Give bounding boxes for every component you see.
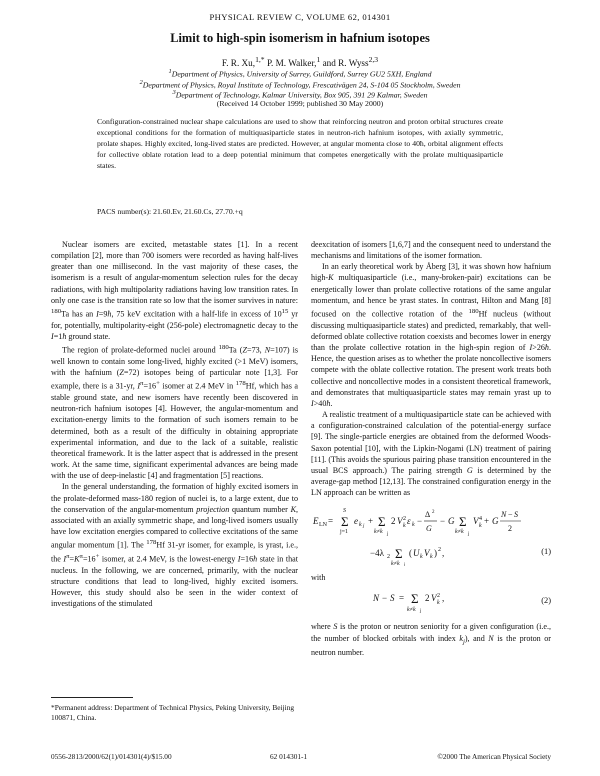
svg-text:j: j bbox=[404, 563, 406, 567]
footnote: *Permanent address: Department of Technical Physics, Peking University, Beijing 100871, China. bbox=[51, 703, 295, 722]
svg-text:k≠k: k≠k bbox=[455, 529, 464, 536]
svg-text:=: = bbox=[399, 593, 405, 604]
svg-text:=: = bbox=[328, 516, 334, 527]
svg-text:−: − bbox=[440, 516, 446, 527]
svg-text:+: + bbox=[368, 516, 374, 527]
svg-text:G: G bbox=[426, 524, 432, 534]
svg-text:2: 2 bbox=[425, 593, 430, 604]
svg-text:k: k bbox=[437, 600, 440, 607]
svg-text:2: 2 bbox=[391, 516, 396, 527]
svg-text:LN: LN bbox=[319, 522, 327, 529]
footer-page-number: 62 014301-1 bbox=[270, 752, 308, 761]
svg-text:k: k bbox=[430, 554, 433, 561]
equation-2-graphic bbox=[311, 587, 511, 617]
equation-2 bbox=[311, 587, 551, 617]
svg-text:j=1: j=1 bbox=[340, 529, 349, 536]
svg-text:2: 2 bbox=[403, 516, 406, 523]
svg-text:2: 2 bbox=[432, 510, 435, 516]
svg-text:k: k bbox=[412, 522, 415, 529]
pacs-numbers: PACS number(s): 21.60.Ev, 21.60.Cs, 27.70.+q bbox=[97, 207, 243, 216]
svg-text:k: k bbox=[403, 523, 406, 530]
paper-title: Limit to high-spin isomerism in hafnium isotopes bbox=[170, 31, 430, 45]
svg-text:Σ: Σ bbox=[378, 514, 386, 530]
svg-text:S: S bbox=[514, 510, 518, 520]
svg-text:−4λ: −4λ bbox=[370, 548, 384, 559]
equation-1 bbox=[311, 504, 551, 566]
equation-1-number: (1) bbox=[541, 547, 551, 557]
svg-text:k≠k: k≠k bbox=[374, 529, 383, 536]
svg-text:j: j bbox=[363, 524, 365, 530]
svg-text:U: U bbox=[413, 548, 420, 559]
author-list: F. R. Xu,$^{1,*}$ P. M. Walker,$^1$ and R. Wyss$^{2,3}$ bbox=[221, 55, 379, 69]
svg-text:Σ: Σ bbox=[341, 514, 349, 530]
svg-text:Σ: Σ bbox=[411, 591, 419, 607]
svg-text:2: 2 bbox=[508, 524, 512, 534]
affiliation-2: $^2$Department of Physics, Royal Institute of Technology, Frescativägen 24, S-104 05 Stockholm, Sweden bbox=[139, 79, 461, 90]
svg-text:+: + bbox=[484, 516, 490, 527]
abstract: Configuration-constrained nuclear shape calculations are used to show that reinforcing neutron and proton orbital structures create exceptional conditions for the formation of multiquasiparticle states in neutron-rich hafnium isotopes, with axially symmetric, prolate shapes. Highly excited, long-lived states are predicted. However, at angular momenta close to 40ħ, orbital alignment effects for collective oblate rotation lead to a deep potential minimum that competes energetically with the prolate multiquasiparticle states. bbox=[97, 117, 503, 170]
svg-text:k≠k: k≠k bbox=[391, 561, 400, 567]
svg-text:,: , bbox=[442, 548, 445, 559]
svg-text:G: G bbox=[448, 516, 455, 527]
svg-text:G: G bbox=[492, 516, 499, 527]
paragraph: where S is the proton or neutron seniority for a given configuration (i.e., the number of blocked orbitals with index $k_j$), and N is the proton or neutron number. bbox=[311, 622, 552, 658]
svg-text:2: 2 bbox=[438, 547, 441, 554]
svg-text:E: E bbox=[313, 516, 319, 527]
svg-text:−: − bbox=[417, 516, 423, 527]
svg-text:N: N bbox=[501, 510, 507, 520]
svg-text:j: j bbox=[468, 532, 470, 538]
svg-text:V: V bbox=[431, 593, 437, 604]
footnote-divider bbox=[51, 697, 133, 698]
svg-text:2: 2 bbox=[387, 554, 390, 561]
svg-text:S: S bbox=[343, 508, 346, 515]
svg-text:k: k bbox=[479, 523, 482, 530]
equation-1-graphic bbox=[311, 504, 551, 566]
svg-text:e: e bbox=[354, 516, 358, 527]
svg-text:−: − bbox=[508, 510, 513, 520]
svg-text:4: 4 bbox=[479, 516, 482, 523]
svg-text:Δ: Δ bbox=[425, 510, 431, 520]
right-column bbox=[311, 239, 551, 659]
footer-issn: 0556-2813/2000/62(1)/014301(4)/$15.00 bbox=[51, 752, 172, 761]
svg-text:2: 2 bbox=[437, 593, 440, 600]
with-text: with bbox=[311, 573, 326, 583]
paragraph: Nuclear isomers are excited, metastable states [1]. In a recent compilation [2], more than 700 isomers were recorded as having half-lives greater than one millisecond. In the vast majority of these cases, the isomerism is a result of angular-momentum selection rules for the decay radiations, with high multipolarity radiations having low transition rates. In only one case is the transition rate so low that the isomer survives in nature: $^{180}$Ta has an I=9ħ, 75 keV excitation with a half-life in excess of $10^{15}$ yr for, potentially, multipolarity-eight (256-pole) electromagnetic decay to the I=1ħ ground state. bbox=[51, 240, 298, 341]
svg-text:S: S bbox=[390, 593, 395, 604]
equation-2-number: (2) bbox=[541, 596, 551, 606]
paragraph: In the general understanding, the formation of highly excited isomers in the prolate-deformed mass-180 region of nuclei is, to a large extent, due to the conservation of the angular-momentum projection quantum number K, associated with an axially symmetric shape, and long-lived isomers usually have low excitation energies compared to collective excitations of the same angular momentum [1]. The $^{178}$Hf 31-yr isomer, for example, is yrast, i.e., the $I^\pi=K^\pi=16^+$ isomer, at 2.4 MeV, is the lowest-energy I=16ħ state in that nucleus. In the following, we are concerned, primarily, with the nuclear structure conditions that lead to long-lived, highly excited isomers. However, this study should also be seen in the wider context of investigations of the stimulated bbox=[51, 482, 298, 609]
journal-header: PHYSICAL REVIEW C, VOLUME 62, 014301 bbox=[209, 12, 391, 22]
svg-text:j: j bbox=[420, 609, 422, 615]
received-date: (Received 14 October 1999; published 30 May 2000) bbox=[216, 99, 384, 108]
svg-text:Σ: Σ bbox=[459, 514, 467, 530]
svg-text:,: , bbox=[442, 593, 445, 604]
paragraph: deexcitation of isomers [1,6,7] and the consequent need to understand the mechanisms and limitations of the isomer formation. bbox=[311, 240, 551, 261]
svg-text:−: − bbox=[382, 593, 388, 604]
svg-text:(: ( bbox=[409, 548, 412, 559]
svg-text:Σ: Σ bbox=[395, 546, 403, 562]
svg-text:k: k bbox=[359, 522, 362, 529]
footer-copyright: ©2000 The American Physical Society bbox=[437, 752, 551, 761]
svg-text:j: j bbox=[387, 532, 389, 538]
svg-text:ε: ε bbox=[407, 516, 411, 527]
svg-text:V: V bbox=[397, 516, 403, 527]
svg-text:N: N bbox=[373, 593, 380, 604]
svg-text:V: V bbox=[473, 516, 479, 527]
paragraph: In an early theoretical work by Åberg [3], it was shown how hafnium high-K multiquasiparticle (i.e., many-broken-pair) excitations can be energetically lower than prolate collective rotations of the same angular momentum, and hence be yrast states. In contrast, Hilton and Mang [8] focused on the collective rotation of the $^{180}$Hf nucleus (without discussing multiquasiparticle states) and predicted, remarkably, that well-deformed oblate collective rotation coexists and becomes lower in energy than the prolate collective rotation in the high-spin region of I>26ħ. Hence, the question arises as to whether the prolate noncollective isomers compete with the oblate collective rotation. The present work treats both collective and noncollective modes in a consistent theoretical framework, and demonstrates that multiquasiparticle states may remain yrast up to I>40ħ. bbox=[311, 262, 551, 408]
svg-text:k≠k: k≠k bbox=[407, 607, 416, 614]
affiliation-3: $^3$Department of Technology, Kalmar University, Box 905, 391 29 Kalmar, Sweden bbox=[172, 89, 428, 100]
affiliation-1: $^1$Department of Physics, University of Surrey, Guildford, Surrey GU2 5XH, England bbox=[168, 68, 432, 79]
paragraph: The region of prolate-deformed nuclei around $^{180}$Ta (Z=73, N=107) is well known to contain some long-lived, highly excited (>1 MeV) isomers, with the hafnium (Z=72) isotopes being of particular note [1,3]. For example, there is a 31-yr, $I^\pi=16^+$ isomer at 2.4 MeV in $^{178}$Hf, which has a stable ground state, and new isomers have recently been discovered in neutron-rich hafnium isotopes [4]. However, the angular-momentum and excitation-energy limits to the formation of such isomers remain to be determined, both as a result of the difficulty in obtaining appropriate experimental information, and due to the lack of a suitable, realistic theoretical framework. It is the latter aspect that is addressed in the present work. At the same time, significant experimental advances are being made with the use of deep-inelastic [4] and fragmentation [5] reactions. bbox=[51, 344, 299, 481]
left-column bbox=[51, 239, 298, 609]
paragraph: A realistic treatment of a multiquasiparticle state can be achieved with a configuration-constrained calculation of the potential-energy surface [9]. The single-particle energies are obtained from the deformed Woods-Saxon potential [10], with the Lipkin-Nogami (LN) treatment of pairing [11]. (This avoids the spurious pairing phase transition encountered in the usual BCS approach.) The pairing strength G is determined by the average-gap method [12,13]. The constrained configuration energy in the LN approach can be written as bbox=[311, 410, 551, 498]
svg-text:): ) bbox=[434, 548, 437, 559]
svg-text:V: V bbox=[424, 548, 430, 559]
svg-text:k: k bbox=[420, 554, 423, 561]
